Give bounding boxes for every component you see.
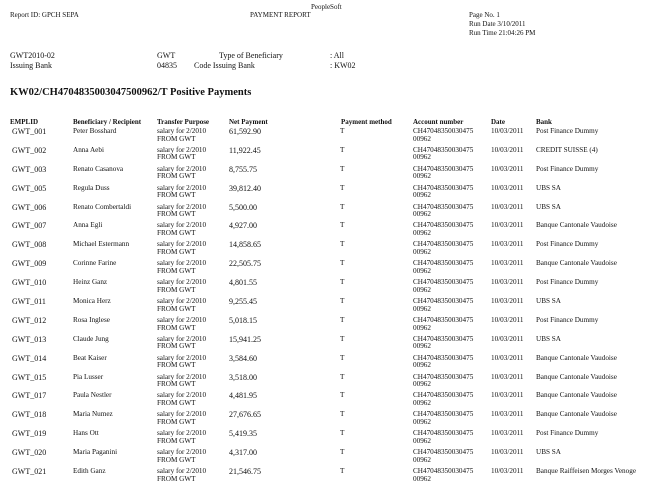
column-header-purpose: Transfer Purpose bbox=[157, 118, 210, 126]
cell-bank: Banque Cantonale Vaudoise bbox=[536, 391, 617, 400]
cell-emplid: GWT_006 bbox=[12, 202, 47, 212]
cell-date: 10/03/2011 bbox=[491, 297, 524, 306]
cell-bank: Banque Cantonale Vaudoise bbox=[536, 259, 617, 268]
cell-transfer-purpose: salary for 2/2010 FROM GWT bbox=[157, 334, 207, 351]
cell-emplid: GWT_020 bbox=[12, 448, 47, 458]
cell-bank: UBS SA bbox=[536, 334, 561, 343]
cell-emplid: GWT_009 bbox=[12, 259, 47, 269]
cell-transfer-purpose: salary for 2/2010 FROM GWT bbox=[157, 183, 207, 200]
table-row bbox=[0, 260, 651, 279]
cell-date: 10/03/2011 bbox=[491, 429, 524, 438]
cell-date: 10/03/2011 bbox=[491, 372, 524, 381]
cell-account-number: CH47048350030475 00962 bbox=[413, 448, 474, 464]
table-row bbox=[0, 128, 651, 147]
cell-net-payment: 3,584.60 bbox=[229, 353, 257, 363]
table-row bbox=[0, 355, 651, 374]
cell-beneficiary: Maria Numez bbox=[73, 410, 113, 419]
report-title: PAYMENT REPORT bbox=[250, 11, 311, 19]
cell-transfer-purpose: salary for 2/2010 FROM GWT bbox=[157, 145, 207, 162]
column-header-net-payment: Net Payment bbox=[229, 118, 268, 126]
cell-date: 10/03/2011 bbox=[491, 315, 524, 324]
cell-beneficiary: Peter Bosshard bbox=[73, 127, 117, 135]
table-row bbox=[0, 147, 651, 166]
table-row bbox=[0, 336, 651, 355]
cell-payment-method: T bbox=[340, 221, 345, 230]
cell-beneficiary: Pia Lusser bbox=[73, 372, 104, 381]
cell-date: 10/03/2011 bbox=[491, 164, 524, 173]
cell-date: 10/03/2011 bbox=[491, 202, 524, 211]
cell-payment-method: T bbox=[340, 448, 345, 457]
cell-bank: Post Finance Dummy bbox=[536, 315, 599, 324]
cell-account-number: CH47048350030475 00962 bbox=[413, 202, 474, 219]
cell-net-payment: 5,018.15 bbox=[229, 315, 257, 325]
cell-payment-method: T bbox=[340, 145, 345, 154]
cell-emplid: GWT_013 bbox=[12, 334, 47, 344]
cell-bank: Banque Cantonale Vaudoise bbox=[536, 410, 617, 419]
cell-emplid: GWT_012 bbox=[12, 315, 47, 325]
code-issuing-bank-value: : KW02 bbox=[330, 61, 356, 70]
cell-date: 10/03/2011 bbox=[491, 183, 524, 192]
cell-account-number: CH47048350030475 00962 bbox=[413, 183, 474, 200]
cell-date: 10/03/2011 bbox=[491, 391, 524, 400]
table-row bbox=[0, 317, 651, 336]
cell-account-number: CH47048350030475 00962 bbox=[413, 164, 474, 181]
cell-date: 10/03/2011 bbox=[491, 259, 524, 268]
cell-net-payment: 14,858.65 bbox=[229, 240, 261, 250]
table-row bbox=[0, 298, 651, 317]
cell-bank: Banque Cantonale Vaudoise bbox=[536, 353, 617, 362]
cell-net-payment: 5,500.00 bbox=[229, 202, 257, 212]
cell-bank: Banque Cantonale Vaudoise bbox=[536, 221, 617, 230]
cell-date: 10/03/2011 bbox=[491, 467, 524, 476]
column-header-beneficiary: Beneficiary / Recipient bbox=[73, 118, 142, 126]
cell-beneficiary: Regula Duss bbox=[73, 183, 110, 192]
type-of-beneficiary-label: Type of Beneficiary bbox=[219, 51, 283, 60]
cell-account-number: CH47048350030475 00962 bbox=[413, 372, 474, 389]
run-time: Run Time 21:04:26 PM bbox=[469, 29, 536, 37]
cell-beneficiary: Edith Ganz bbox=[73, 467, 106, 476]
cell-net-payment: 61,592.90 bbox=[229, 127, 261, 136]
column-header-emplid: EMPLID bbox=[10, 118, 38, 126]
cell-account-number: CH47048350030475 00962 bbox=[413, 240, 474, 256]
cell-bank: UBS SA bbox=[536, 297, 561, 306]
table-row bbox=[0, 204, 651, 223]
cell-payment-method: T bbox=[340, 240, 345, 249]
cell-bank: Post Finance Dummy bbox=[536, 429, 599, 438]
cell-transfer-purpose: salary for 2/2010 FROM GWT bbox=[157, 372, 207, 389]
table-row bbox=[0, 392, 651, 411]
cell-payment-method: T bbox=[340, 164, 345, 173]
cell-bank: Post Finance Dummy bbox=[536, 278, 599, 287]
column-header-payment-method: Payment method bbox=[341, 118, 392, 126]
cell-bank: Banque Cantonale Vaudoise bbox=[536, 372, 617, 381]
table-row bbox=[0, 279, 651, 298]
cell-payment-method: T bbox=[340, 372, 345, 381]
cell-transfer-purpose: salary for 2/2010 FROM GWT bbox=[157, 240, 207, 256]
cell-transfer-purpose: salary for 2/2010 FROM GWT bbox=[157, 410, 207, 426]
issuing-bank-label: Issuing Bank bbox=[10, 61, 52, 70]
cell-net-payment: 3,518.00 bbox=[229, 372, 257, 382]
cell-payment-method: T bbox=[340, 410, 345, 419]
type-of-beneficiary-value: : All bbox=[330, 51, 345, 60]
cell-account-number: CH47048350030475 00962 bbox=[413, 259, 474, 275]
company-code: GWT bbox=[157, 51, 176, 60]
report-id: Report ID: GPCH SEPA bbox=[10, 11, 79, 19]
cell-payment-method: T bbox=[340, 183, 345, 192]
cell-emplid: GWT_021 bbox=[12, 467, 47, 477]
cell-bank: Post Finance Dummy bbox=[536, 164, 599, 173]
cell-account-number: CH47048350030475 00962 bbox=[413, 410, 474, 426]
cell-beneficiary: Hans Ott bbox=[73, 429, 99, 438]
cell-account-number: CH47048350030475 00962 bbox=[413, 127, 474, 143]
cell-transfer-purpose: salary for 2/2010 FROM GWT bbox=[157, 315, 207, 332]
cell-net-payment: 4,801.55 bbox=[229, 278, 257, 288]
cell-payment-method: T bbox=[340, 278, 345, 287]
page-number: Page No. 1 bbox=[469, 11, 500, 19]
cell-net-payment: 22,505.75 bbox=[229, 259, 261, 269]
cell-bank: Post Finance Dummy bbox=[536, 240, 599, 249]
cell-transfer-purpose: salary for 2/2010 FROM GWT bbox=[157, 259, 207, 275]
cell-net-payment: 39,812.40 bbox=[229, 183, 261, 193]
cell-payment-method: T bbox=[340, 429, 345, 438]
cell-payment-method: T bbox=[340, 353, 345, 362]
cell-emplid: GWT_015 bbox=[12, 372, 47, 382]
run-code: GWT2010-02 bbox=[10, 51, 55, 60]
cell-date: 10/03/2011 bbox=[491, 353, 524, 362]
table-row bbox=[0, 166, 651, 185]
code-issuing-bank-label: Code Issuing Bank bbox=[194, 61, 255, 70]
cell-bank: Banque Raiffeisen Morges Venoge bbox=[536, 467, 637, 476]
cell-payment-method: T bbox=[340, 127, 345, 135]
cell-transfer-purpose: salary for 2/2010 FROM GWT bbox=[157, 164, 207, 181]
cell-beneficiary: Michael Estermann bbox=[73, 240, 130, 249]
cell-date: 10/03/2011 bbox=[491, 448, 524, 457]
cell-net-payment: 15,941.25 bbox=[229, 334, 261, 344]
cell-account-number: CH47048350030475 00962 bbox=[413, 334, 474, 351]
cell-payment-method: T bbox=[340, 391, 345, 400]
cell-transfer-purpose: salary for 2/2010 FROM GWT bbox=[157, 127, 207, 143]
run-date: Run Date 3/10/2011 bbox=[469, 20, 526, 28]
cell-beneficiary: Rosa Inglese bbox=[73, 315, 110, 324]
cell-payment-method: T bbox=[340, 297, 345, 306]
table-row bbox=[0, 241, 651, 260]
section-title: KW02/CH4704835003047500962/T Positive Payments bbox=[10, 87, 252, 98]
cell-beneficiary: Anna Aebi bbox=[73, 145, 104, 154]
cell-transfer-purpose: salary for 2/2010 FROM GWT bbox=[157, 297, 207, 313]
cell-net-payment: 8,755.75 bbox=[229, 164, 257, 174]
cell-date: 10/03/2011 bbox=[491, 410, 524, 419]
column-header-bank: Bank bbox=[536, 118, 552, 126]
cell-transfer-purpose: salary for 2/2010 FROM GWT bbox=[157, 467, 207, 483]
cell-payment-method: T bbox=[340, 315, 345, 324]
cell-emplid: GWT_001 bbox=[12, 127, 47, 136]
cell-emplid: GWT_019 bbox=[12, 429, 47, 439]
table-row bbox=[0, 222, 651, 241]
cell-account-number: CH47048350030475 00962 bbox=[413, 467, 474, 483]
cell-beneficiary: Beat Kaiser bbox=[73, 353, 107, 362]
cell-beneficiary: Monica Herz bbox=[73, 297, 111, 306]
cell-net-payment: 9,255.45 bbox=[229, 297, 257, 307]
cell-bank: UBS SA bbox=[536, 202, 561, 211]
cell-account-number: CH47048350030475 00962 bbox=[413, 145, 474, 162]
cell-bank: UBS SA bbox=[536, 183, 561, 192]
cell-bank: UBS SA bbox=[536, 448, 561, 457]
cell-date: 10/03/2011 bbox=[491, 334, 524, 343]
table-row bbox=[0, 185, 651, 204]
cell-payment-method: T bbox=[340, 259, 345, 268]
cell-account-number: CH47048350030475 00962 bbox=[413, 353, 474, 370]
app-name: PeopleSoft bbox=[311, 3, 342, 11]
cell-beneficiary: Maria Paganini bbox=[73, 448, 118, 457]
cell-beneficiary: Heinz Ganz bbox=[73, 278, 108, 287]
cell-net-payment: 21,546.75 bbox=[229, 467, 261, 477]
cell-bank: Post Finance Dummy bbox=[536, 127, 599, 135]
cell-transfer-purpose: salary for 2/2010 FROM GWT bbox=[157, 448, 207, 464]
cell-date: 10/03/2011 bbox=[491, 278, 524, 287]
table-row bbox=[0, 411, 651, 430]
cell-beneficiary: Claude Jung bbox=[73, 334, 109, 343]
table-row bbox=[0, 449, 651, 468]
cell-date: 10/03/2011 bbox=[491, 127, 524, 135]
cell-emplid: GWT_018 bbox=[12, 410, 47, 420]
cell-net-payment: 4,317.00 bbox=[229, 448, 257, 458]
cell-account-number: CH47048350030475 00962 bbox=[413, 391, 474, 408]
cell-emplid: GWT_011 bbox=[12, 297, 46, 307]
cell-payment-method: T bbox=[340, 467, 345, 476]
cell-transfer-purpose: salary for 2/2010 FROM GWT bbox=[157, 202, 207, 219]
cell-emplid: GWT_003 bbox=[12, 164, 47, 174]
cell-emplid: GWT_017 bbox=[12, 391, 47, 401]
cell-beneficiary: Paula Nestler bbox=[73, 391, 112, 400]
cell-net-payment: 27,676.65 bbox=[229, 410, 261, 420]
cell-account-number: CH47048350030475 00962 bbox=[413, 221, 474, 238]
cell-date: 10/03/2011 bbox=[491, 145, 524, 154]
column-header-account: Account number bbox=[413, 118, 464, 126]
cell-transfer-purpose: salary for 2/2010 FROM GWT bbox=[157, 391, 207, 408]
cell-account-number: CH47048350030475 00962 bbox=[413, 429, 474, 445]
cell-emplid: GWT_002 bbox=[12, 145, 47, 155]
cell-date: 10/03/2011 bbox=[491, 240, 524, 249]
cell-beneficiary: Corinne Farine bbox=[73, 259, 117, 268]
table-row bbox=[0, 430, 651, 449]
cell-transfer-purpose: salary for 2/2010 FROM GWT bbox=[157, 221, 207, 238]
cell-transfer-purpose: salary for 2/2010 FROM GWT bbox=[157, 278, 207, 294]
table-row bbox=[0, 374, 651, 393]
cell-transfer-purpose: salary for 2/2010 FROM GWT bbox=[157, 429, 207, 445]
payments-table bbox=[0, 128, 651, 487]
issuing-bank-code: 04835 bbox=[157, 61, 177, 70]
column-header-date: Date bbox=[491, 118, 505, 126]
cell-payment-method: T bbox=[340, 334, 345, 343]
table-row bbox=[0, 468, 651, 487]
cell-account-number: CH47048350030475 00962 bbox=[413, 315, 474, 332]
cell-emplid: GWT_010 bbox=[12, 278, 47, 288]
cell-net-payment: 4,481.95 bbox=[229, 391, 257, 401]
cell-net-payment: 5,419.35 bbox=[229, 429, 257, 439]
cell-emplid: GWT_005 bbox=[12, 183, 47, 193]
cell-transfer-purpose: salary for 2/2010 FROM GWT bbox=[157, 353, 207, 370]
cell-bank: CREDIT SUISSE (4) bbox=[536, 145, 598, 154]
cell-emplid: GWT_008 bbox=[12, 240, 47, 250]
cell-net-payment: 11,922.45 bbox=[229, 145, 261, 155]
cell-account-number: CH47048350030475 00962 bbox=[413, 297, 474, 313]
cell-account-number: CH47048350030475 00962 bbox=[413, 278, 474, 294]
cell-emplid: GWT_014 bbox=[12, 353, 47, 363]
cell-beneficiary: Renato Casanova bbox=[73, 164, 124, 173]
cell-date: 10/03/2011 bbox=[491, 221, 524, 230]
cell-net-payment: 4,927.00 bbox=[229, 221, 257, 231]
cell-emplid: GWT_007 bbox=[12, 221, 47, 231]
cell-beneficiary: Renato Combertaldi bbox=[73, 202, 132, 211]
cell-payment-method: T bbox=[340, 202, 345, 211]
cell-beneficiary: Anna Egli bbox=[73, 221, 103, 230]
